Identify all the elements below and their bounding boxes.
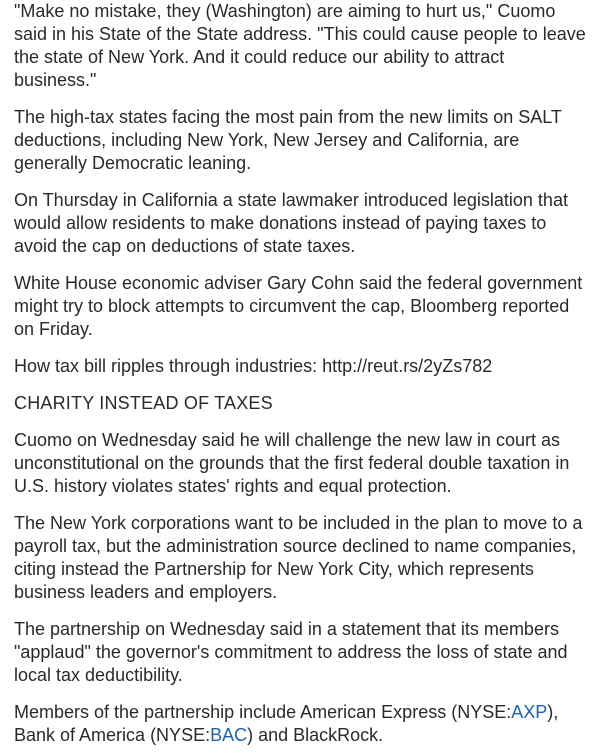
- paragraph-gary-cohn: White House economic adviser Gary Cohn said the federal government might try to block attempts to circumvent the cap, Bloomberg reported on Friday.: [14, 273, 583, 339]
- paragraph-california-legislation: On Thursday in California a state lawmaker introduced legislation that would allow residents to make donations instead of paying taxes to avoid the cap on deductions of state taxes.: [14, 190, 568, 256]
- members-text-part2: ), Bank of America (NYSE:: [14, 702, 559, 745]
- paragraph-cuomo-challenge: Cuomo on Wednesday said he will challenge the new law in court as unconstitutional on the grounds that the first federal double taxation in U.S. history violates states' rights and equal protection.: [14, 430, 570, 496]
- ticker-link-axp[interactable]: AXP: [511, 702, 548, 722]
- members-text-part3: ) and BlackRock.: [247, 725, 384, 745]
- paragraph-partnership-statement: The partnership on Wednesday said in a statement that its members "applaud" the governor's commitment to address the loss of state and local tax deductibility.: [14, 619, 568, 685]
- ticker-link-bac[interactable]: BAC: [210, 725, 248, 745]
- members-text-part1: Members of the partnership include American Express (NYSE:: [14, 702, 512, 722]
- paragraph-cuomo-quote: "Make no mistake, they (Washington) are aiming to hurt us," Cuomo said in his State of the State address. "This could cause people to leave the state of New York. And it could reduce our ability to attract business.": [14, 1, 586, 90]
- paragraph-ny-corporations: The New York corporations want to be included in the plan to move to a payroll tax, but the administration source declined to name companies, citing instead the Partnership for New York City, which represents business leaders and employers.: [14, 513, 583, 602]
- section-heading: CHARITY INSTEAD OF TAXES: [14, 393, 273, 413]
- paragraph-ripples-link: How tax bill ripples through industries: http://reut.rs/2yZs782: [14, 356, 493, 376]
- paragraph-partnership-members: [14, 701, 586, 747]
- paragraph-high-tax-states: The high-tax states facing the most pain from the new limits on SALT deductions, including New York, New Jersey and California, are generally Democratic leaning.: [14, 107, 562, 173]
